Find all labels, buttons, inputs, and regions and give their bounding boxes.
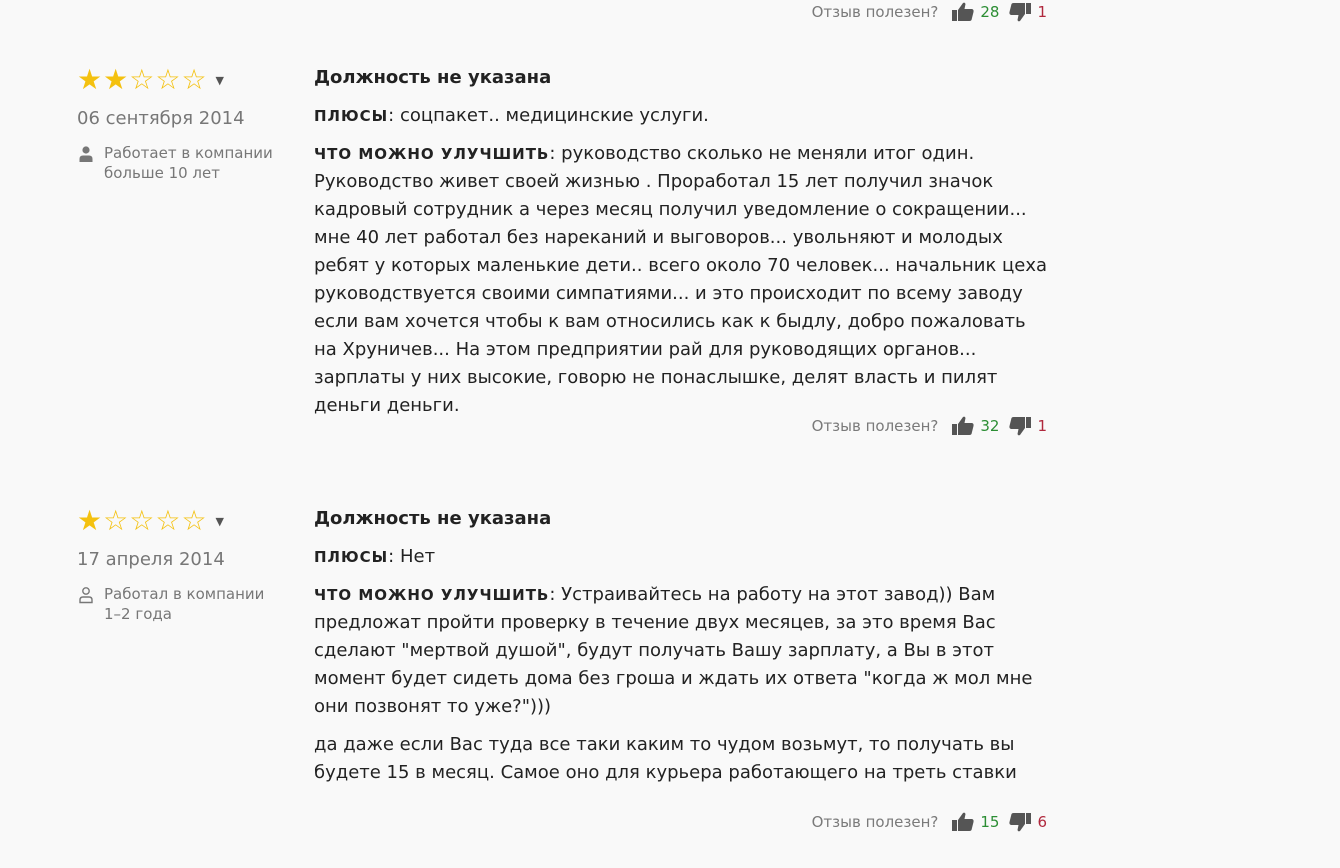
thumbs-down-count: 6 [1037,813,1047,831]
review-meta [77,504,287,624]
review-meta [77,63,287,183]
label-colon: : [549,584,556,605]
improve-text: руководство сколько не меняли итог один. Руководство живет своей жизнью . Проработал 15 лет получил значок кадровый сотрудник а через месяц получил уведомление о сокращении... мне 40 лет работал без нареканий и выговоров... увольняют и молодых ребят у которых маленькие дети.. всего около 70 человек... начальник цеха руководствуется своими симпатиями... и это происходит по всему заводу если вам хочется чтобы к вам относились как к быдлу, добро пожаловать на Хруничев... На этом предприятии рай для руководящих органов... зарплаты у них высокие, говорю не понаслышке, делят власть и пилят деньги деньги. [314,143,1048,416]
chevron-down-icon[interactable]: ▼ [215,73,225,87]
helpful-row [812,810,1047,834]
thumbs-down-count: 1 [1037,3,1047,21]
thumbs-up-count: 15 [980,813,1000,831]
chevron-down-icon[interactable]: ▼ [215,514,225,528]
helpful-label: Отзыв полезен? [811,417,939,435]
thumbs-down-button[interactable] [1009,416,1047,436]
thumbs-down-button[interactable] [1009,2,1047,22]
thumbs-up-button[interactable] [952,2,999,22]
tenure-status: Работает в компании [104,144,273,162]
thumbs-up-count: 28 [980,3,1000,21]
star-filled-icon: ★ [103,63,129,96]
thumbs-up-count: 32 [980,417,1000,435]
label-colon: : [388,546,395,567]
review-date: 17 апреля 2014 [77,549,225,570]
helpful-row-top [812,0,1047,24]
tenure-status: Работал в компании [104,585,265,603]
thumbs-down-icon [1009,812,1031,832]
helpful-label: Отзыв полезен? [811,3,939,21]
tenure-duration: 1–2 года [104,605,172,623]
person-filled-icon [77,145,95,163]
review-body [314,507,1054,787]
improve-label: ЧТО МОЖНО УЛУЧШИТЬ [314,145,550,163]
star-empty-icon: ☆ [181,63,207,96]
pros-section [314,102,1054,130]
review-date: 06 сентября 2014 [77,108,245,129]
position-title: Должность не указана [314,508,552,529]
pros-section [314,543,1054,571]
helpful-row [812,414,1047,438]
thumbs-down-button[interactable] [1009,812,1047,832]
star-empty-icon: ☆ [103,504,129,537]
rating-stars[interactable] [77,504,287,537]
star-empty-icon: ☆ [181,504,207,537]
tenure-duration: больше 10 лет [104,164,220,182]
thumbs-down-icon [1009,2,1031,22]
rating-stars[interactable] [77,63,287,96]
employment-tenure [77,143,287,183]
star-empty-icon: ☆ [155,63,181,96]
improve-label: ЧТО МОЖНО УЛУЧШИТЬ [314,586,550,604]
thumbs-up-icon [952,416,974,436]
improve-section [314,140,1054,420]
thumbs-up-icon [952,2,974,22]
position-title: Должность не указана [314,67,552,88]
helpful-label: Отзыв полезен? [811,813,939,831]
label-colon: : [549,143,556,164]
star-empty-icon: ☆ [129,504,155,537]
thumbs-down-count: 1 [1037,417,1047,435]
improve-text-continued: да даже если Вас туда все таки каким то чудом возьмут, то получать вы будете 15 в месяц. Самое оно для курьера работающего на треть ставки [314,734,1017,783]
review-body [314,66,1054,420]
thumbs-up-button[interactable] [952,812,999,832]
thumbs-up-button[interactable] [952,416,999,436]
person-outline-icon [77,586,95,604]
thumbs-up-icon [952,812,974,832]
improve-section [314,581,1054,721]
pros-text: Нет [399,546,436,567]
star-filled-icon: ★ [77,63,103,96]
pros-label: ПЛЮСЫ [314,548,389,566]
pros-label: ПЛЮСЫ [314,107,389,125]
star-filled-icon: ★ [77,504,103,537]
thumbs-down-icon [1009,416,1031,436]
employment-tenure [77,584,287,624]
improve-text: Устраивайтесь на работу на этот завод)) Вам предложат пройти проверку в течение двух месяцев, за это время Вас сделают "мертвой душой", будут получать Вашу зарплату, а Вы в этот момент будет сидеть дома без гроша и ждать их ответа "когда ж мол мне они позвонят то уже?"))) [314,584,1033,717]
star-empty-icon: ☆ [155,504,181,537]
label-colon: : [388,105,395,126]
star-empty-icon: ☆ [129,63,155,96]
pros-text: соцпакет.. медицинские услуги. [399,105,709,126]
